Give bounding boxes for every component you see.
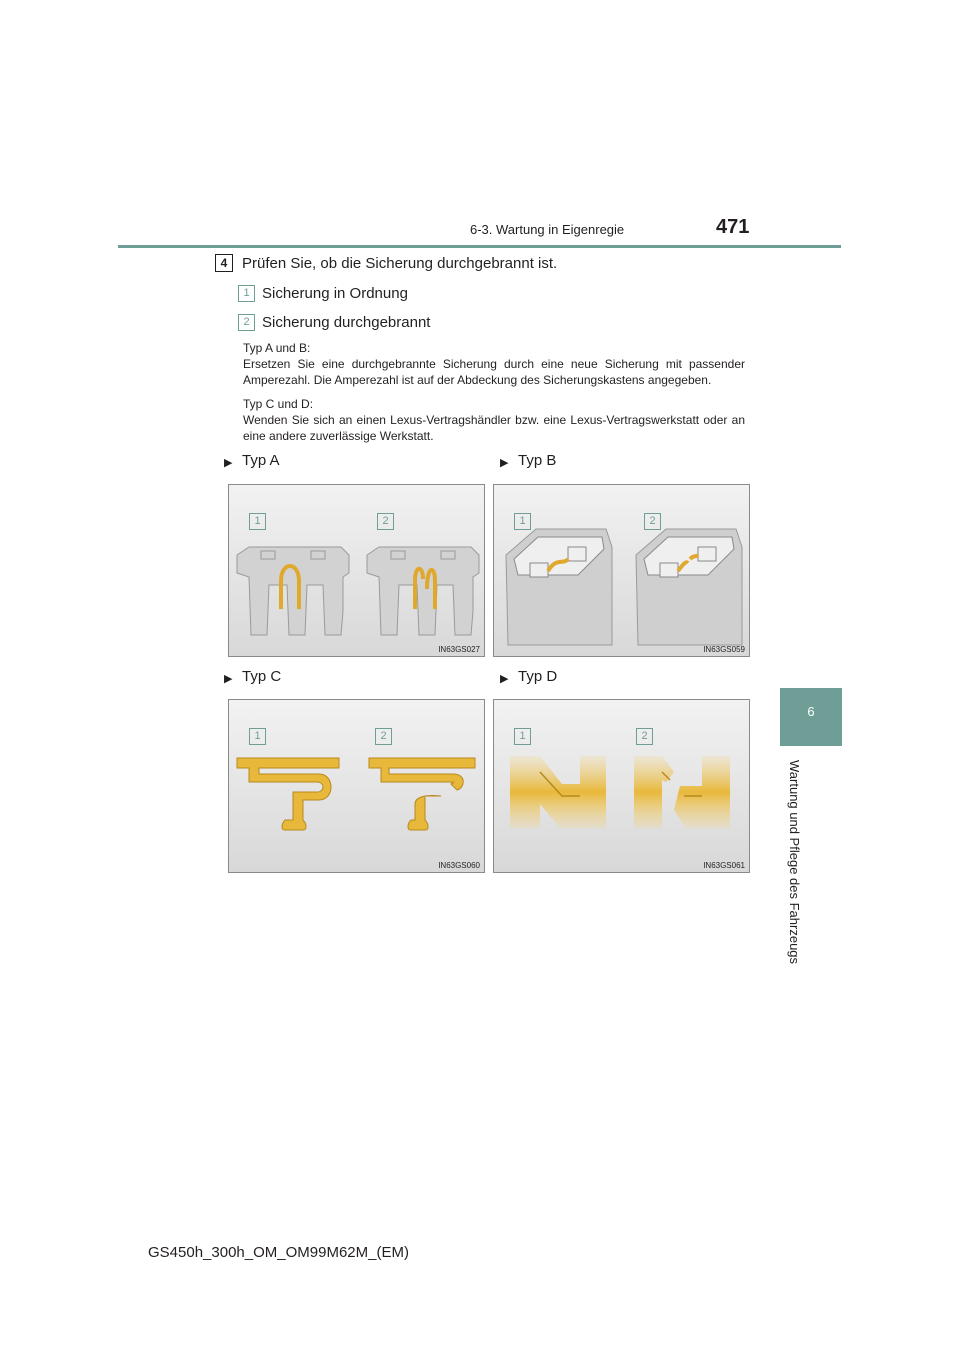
page-number: 471 — [716, 216, 750, 238]
figure-typ-b — [493, 484, 750, 657]
figure-c-badge-2: 2 — [375, 728, 392, 745]
figure-typ-d — [493, 699, 750, 873]
fuse-type-d-illustration — [494, 700, 751, 874]
figure-label-typ-d: Typ D — [518, 668, 558, 685]
figure-label-typ-c: Typ C — [242, 668, 282, 685]
figure-d-badge-2: 2 — [636, 728, 653, 745]
figure-d-badge-1: 1 — [514, 728, 531, 745]
figure-typ-a — [228, 484, 485, 657]
document-code: GS450h_300h_OM_OM99M62M_(EM) — [148, 1244, 409, 1261]
fuse-type-c-illustration — [229, 700, 486, 874]
item-label-ok: Sicherung in Ordnung — [262, 285, 408, 302]
chapter-title: Wartung und Pflege des Fahrzeugs — [787, 760, 802, 965]
figure-typ-c — [228, 699, 485, 873]
figure-b-badge-2: 2 — [644, 513, 661, 530]
fuse-type-b-illustration — [494, 485, 751, 658]
chapter-number: 6 — [807, 704, 815, 719]
triangle-bullet-icon: ▶ — [500, 673, 509, 685]
note-cd — [243, 396, 745, 444]
note-ab-heading: Typ A und B: — [243, 341, 311, 355]
note-ab-body: Ersetzen Sie eine durchgebrannte Sicherung durch eine neue Sicherung mit passender Amperezahl. Die Amperezahl ist auf der Abdeckung des Sicherungskastens angegeben. — [243, 357, 745, 387]
figure-c-id: IN63GS060 — [438, 861, 480, 870]
header-rule — [118, 245, 841, 248]
triangle-bullet-icon: ▶ — [224, 457, 233, 469]
figure-b-badge-1: 1 — [514, 513, 531, 530]
triangle-bullet-icon: ▶ — [224, 673, 233, 685]
figure-b-id: IN63GS059 — [703, 645, 745, 654]
note-ab — [243, 340, 745, 388]
figure-a-badge-2: 2 — [377, 513, 394, 530]
figure-a-id: IN63GS027 — [438, 645, 480, 654]
note-cd-body: Wenden Sie sich an einen Lexus-Vertragshändler bzw. eine Lexus-Vertragswerkstatt oder an eine andere zuverlässige Werkstatt. — [243, 413, 745, 443]
figure-c-badge-1: 1 — [249, 728, 266, 745]
triangle-bullet-icon: ▶ — [500, 457, 509, 469]
section-title: 6-3. Wartung in Eigenregie — [470, 222, 625, 237]
chapter-title-vertical — [786, 760, 804, 990]
figure-label-typ-a: Typ A — [242, 452, 280, 469]
note-cd-heading: Typ C und D: — [243, 397, 314, 411]
figure-label-typ-b: Typ B — [518, 452, 557, 469]
item-badge-2: 2 — [238, 314, 255, 331]
figure-a-badge-1: 1 — [249, 513, 266, 530]
fuse-type-a-illustration — [229, 485, 486, 658]
item-label-blown: Sicherung durchgebrannt — [262, 314, 431, 331]
step-instruction: Prüfen Sie, ob die Sicherung durchgebrannt ist. — [242, 255, 558, 272]
step-number-badge: 4 — [215, 254, 233, 272]
figure-d-id: IN63GS061 — [703, 861, 745, 870]
item-badge-1: 1 — [238, 285, 255, 302]
